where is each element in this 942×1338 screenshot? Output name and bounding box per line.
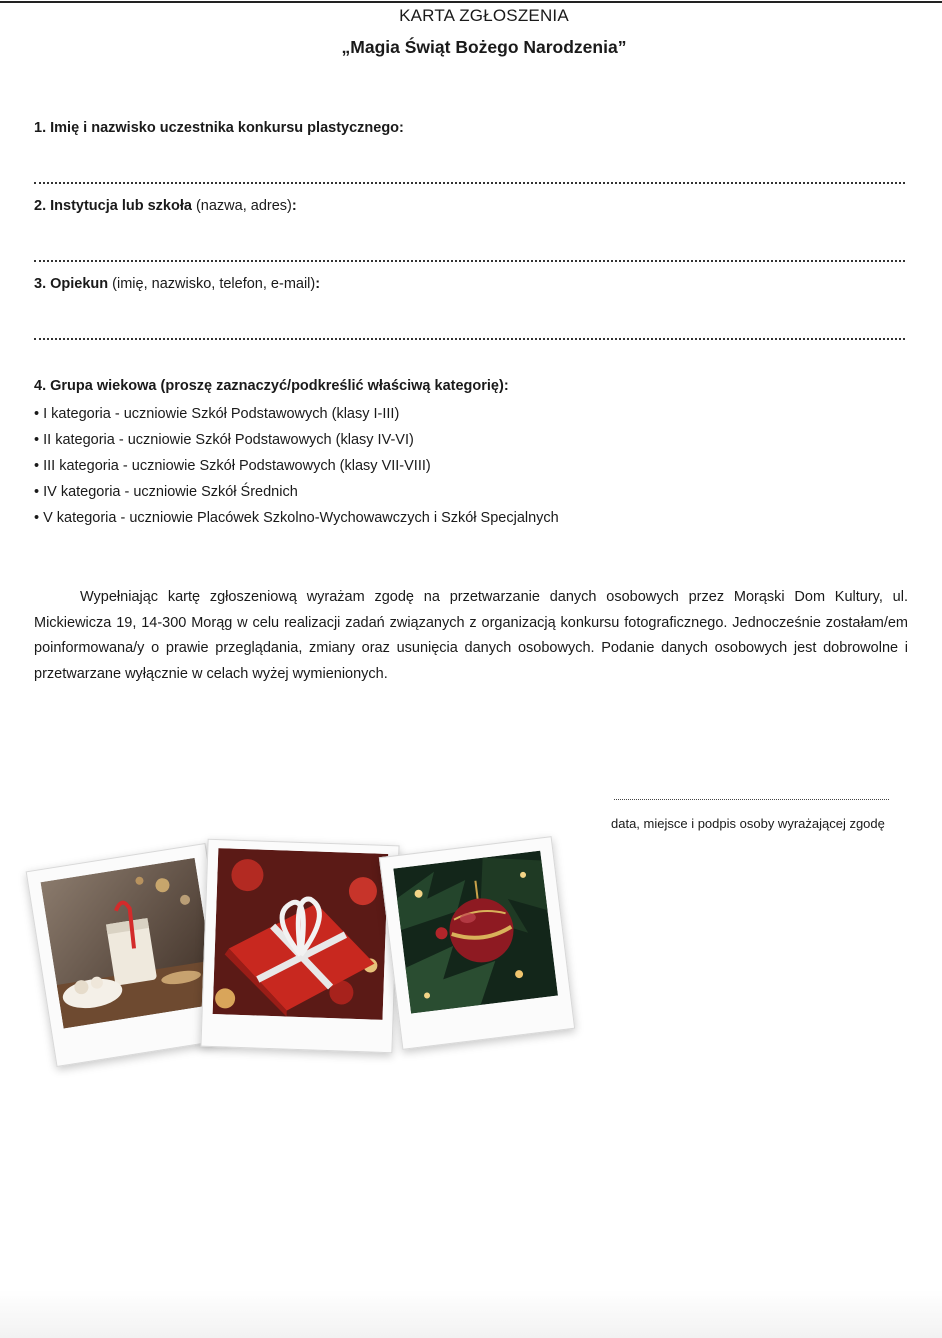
milk-and-cookies-photo [41,858,218,1029]
institution-fill-line[interactable] [34,260,905,262]
participant-name-fill-line[interactable] [34,182,905,184]
polaroid-bauble [379,836,575,1050]
age-category-item[interactable]: • I kategoria - uczniowie Szkół Podstawowych (klasy I-III) [34,406,400,422]
guardian-fill-line[interactable] [34,338,905,340]
field-institution-label: 2. Instytucja lub szkoła (nazwa, adres): [34,198,297,214]
red-gift-box-photo [213,848,389,1020]
document-title: KARTA ZGŁOSZENIA [399,6,569,25]
document-subtitle: „Magia Świąt Bożego Narodzenia” [341,37,627,57]
top-rule [0,1,942,3]
age-category-item[interactable]: • IV kategoria - uczniowie Szkół Średnich [34,484,298,500]
age-group-list [34,404,559,534]
age-group-title: 4. Grupa wiekowa (proszę zaznaczyć/podkreślić właściwą kategorię): [34,378,509,394]
age-category-item[interactable]: • V kategoria - uczniowie Placówek Szkolno-Wychowawczych i Szkół Specjalnych [34,510,559,526]
field-participant-name-label: 1. Imię i nazwisko uczestnika konkursu plastycznego: [34,120,404,136]
christmas-bauble-photo [393,851,558,1014]
page-bottom-edge [0,1290,942,1338]
consent-paragraph: Wypełniając kartę zgłoszeniową wyrażam zgodę na przetwarzanie danych osobowych przez Morąski Dom Kultury, ul. Mickiewicza 19, 14-300 Morąg w celu realizacji zadań związanych z organizacją konkursu fotograficznego. Jednocześnie zostałam/em poinformowana/y o prawie przeglądania, zmiany oraz usunięcia danych osobowych. Podanie danych osobowych jest dobrowolne i przetwarzane wyłącznie w celach wyżej wymienionych. [34,589,908,683]
signature-line[interactable] [614,799,889,800]
signature-caption: data, miejsce i podpis osoby wyrażającej zgodę [611,816,885,831]
age-category-item[interactable]: • III kategoria - uczniowie Szkół Podstawowych (klasy VII-VIII) [34,458,431,474]
polaroid-gift-box [200,839,399,1054]
age-category-item[interactable]: • II kategoria - uczniowie Szkół Podstawowych (klasy IV-VI) [34,432,414,448]
field-guardian-label: 3. Opiekun (imię, nazwisko, telefon, e-mail): [34,276,321,292]
